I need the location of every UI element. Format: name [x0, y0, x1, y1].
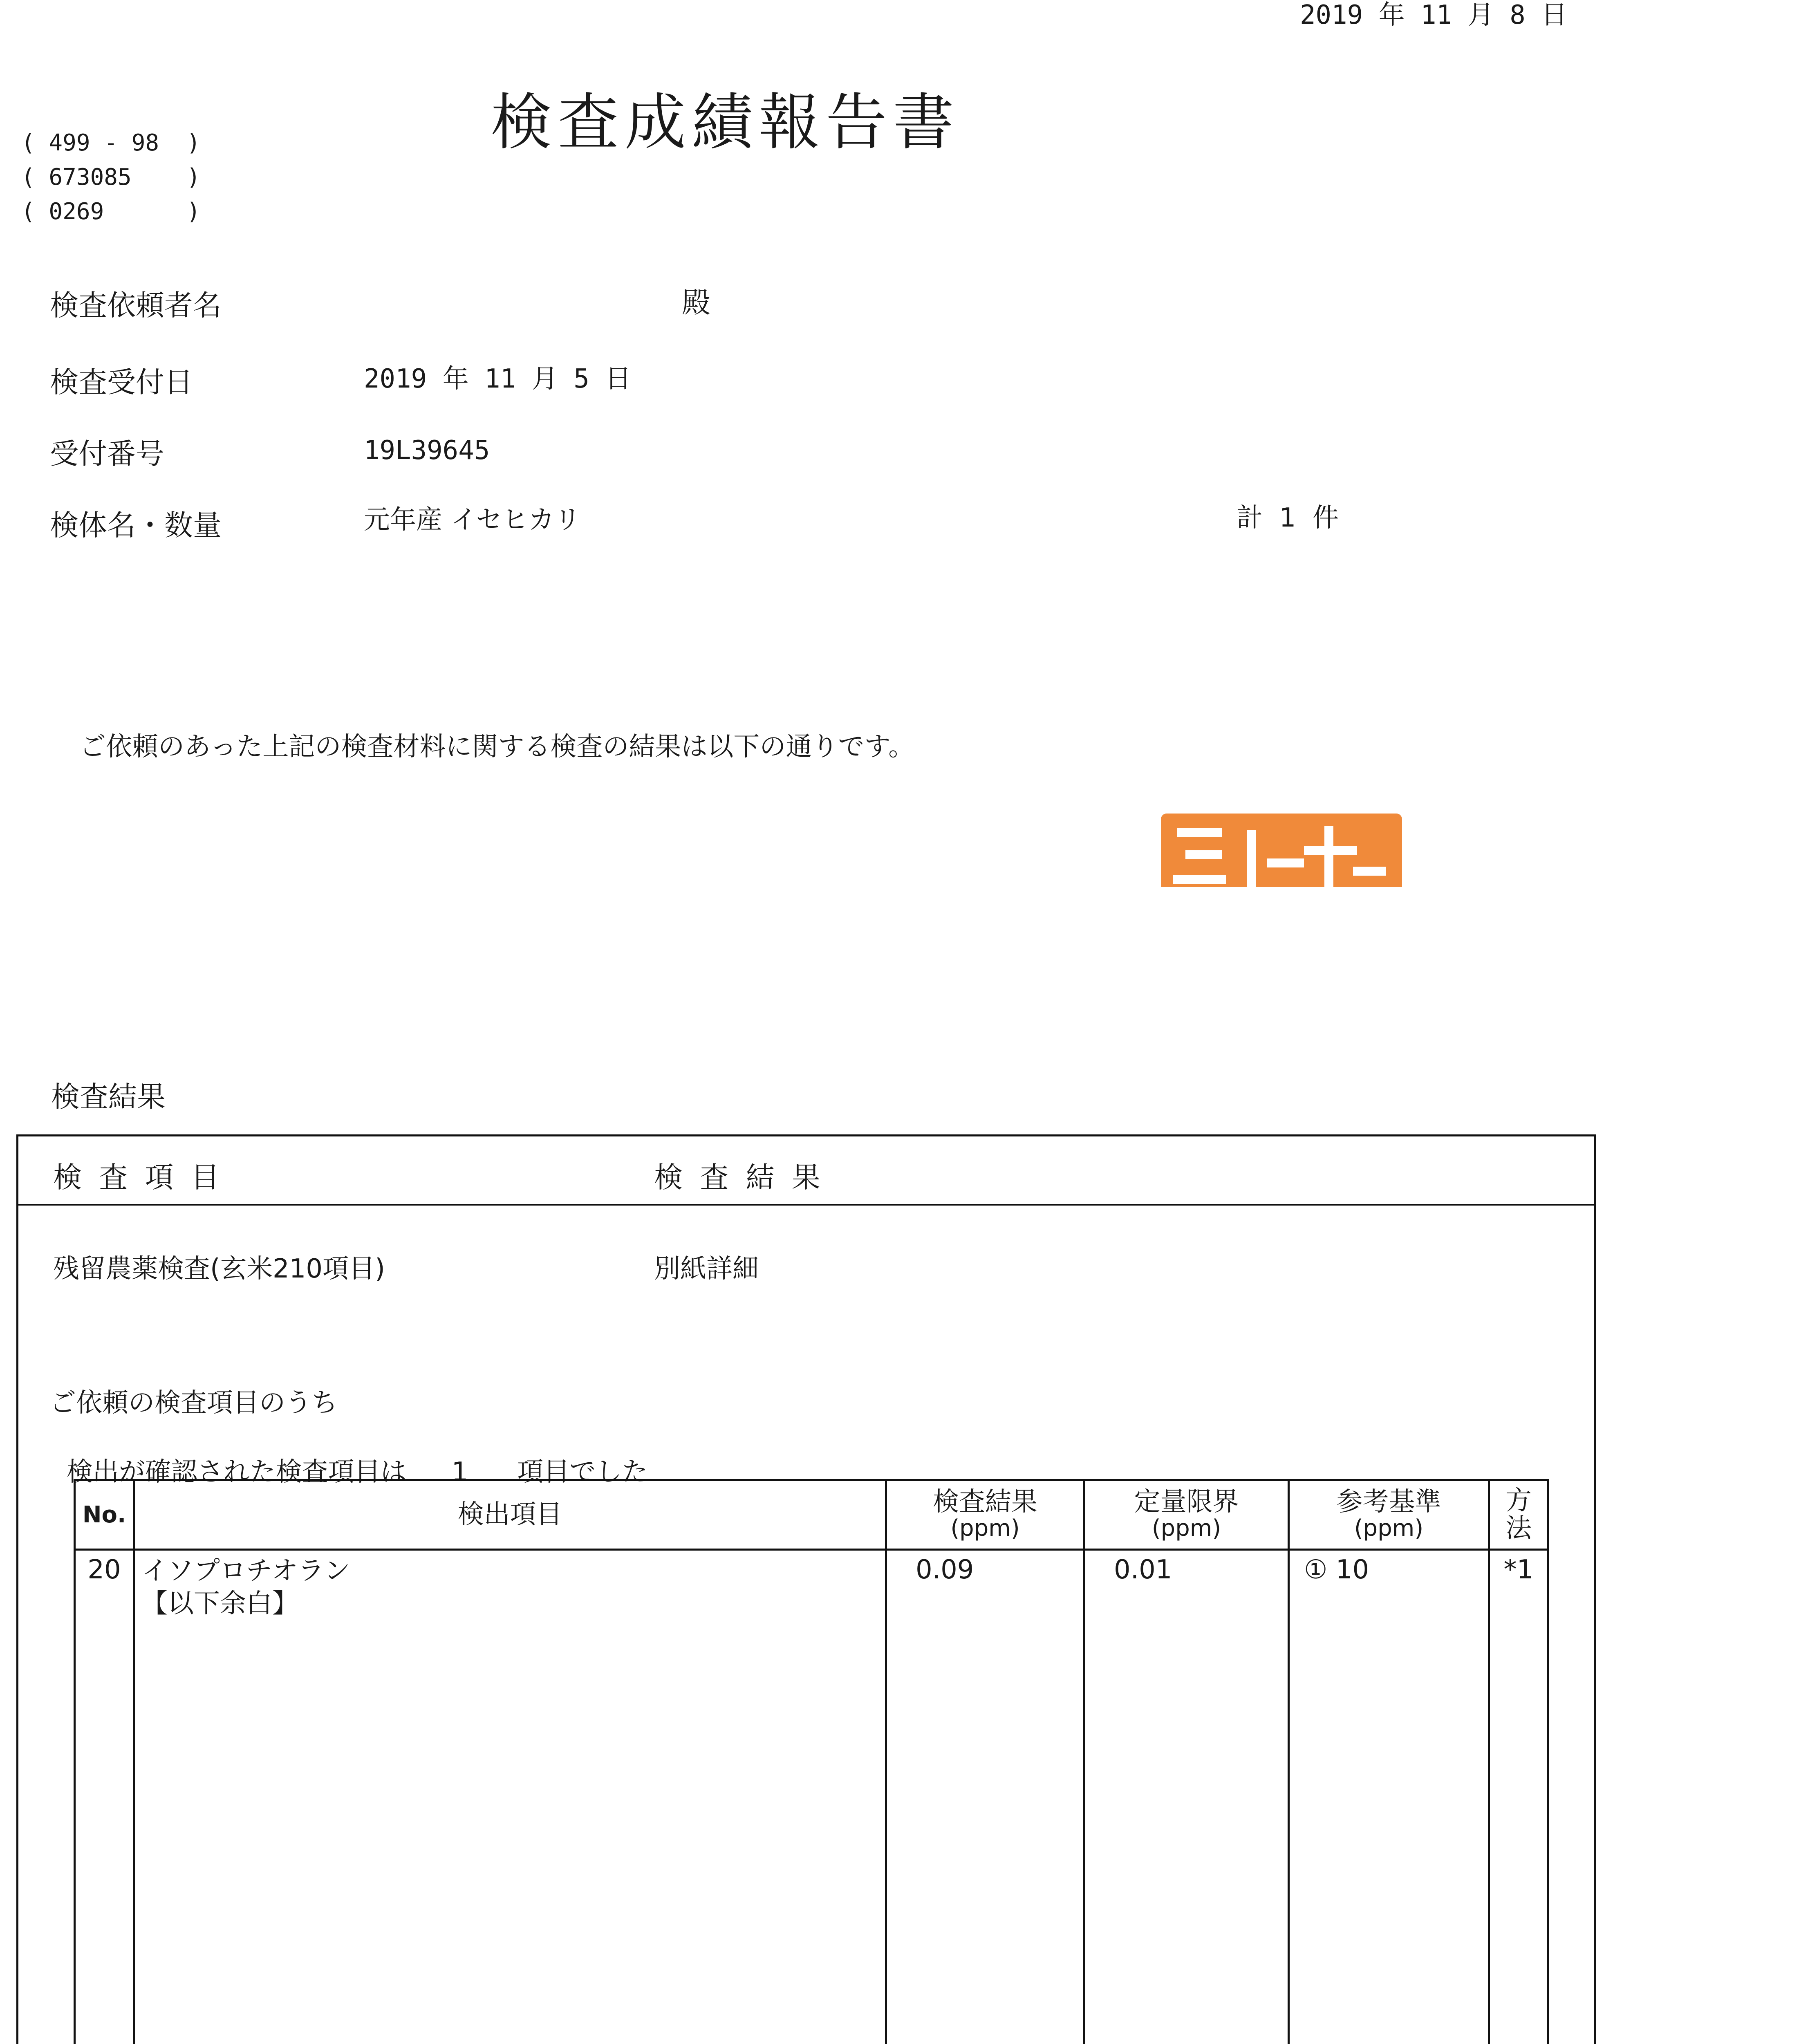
row-item — [134, 1550, 886, 2044]
sample-label: 検体名・数量 — [50, 509, 222, 542]
sample-value: 元年産 イセヒカリ — [364, 505, 581, 535]
issue-date: 2019 年 11 月 8 日 — [1300, 0, 1568, 30]
summary-line-2 — [50, 1433, 648, 1485]
table-row — [75, 1550, 1548, 2044]
results-heading: 検査結果 — [51, 1080, 166, 1114]
code-line: ( 673085 ) — [21, 164, 201, 191]
header-limit: 定量限界 (ppm) — [1084, 1480, 1289, 1550]
col-inspection-item: 検 査 項 目 — [53, 1161, 224, 1194]
inspection-item-result: 別紙詳細 — [654, 1254, 759, 1284]
client-suffix: 殿 — [682, 286, 710, 319]
document-title: 検査成績報告書 — [491, 87, 960, 158]
row-no: 20 — [75, 1550, 134, 2044]
col-inspection-result: 検 査 結 果 — [654, 1161, 824, 1194]
row-method: *1 — [1489, 1550, 1548, 2044]
sample-count: 計 1 件 — [1237, 503, 1339, 533]
detection-table — [74, 1479, 1549, 2044]
header-method: 方 法 — [1489, 1480, 1548, 1550]
summary-text-a: 検出が確認された検査項目は — [66, 1457, 407, 1487]
code-line: ( 499 - 98 ) — [21, 130, 201, 156]
header-standard: 参考基準 (ppm) — [1289, 1480, 1489, 1550]
summary-line-1: ご依頼の検査項目のうち — [50, 1388, 338, 1418]
row-standard: ① 10 — [1289, 1550, 1489, 2044]
table-header-row — [75, 1480, 1548, 1550]
header-result: 検査結果 (ppm) — [886, 1480, 1084, 1550]
summary-count: 1 — [451, 1457, 468, 1487]
client-name-redacted — [352, 282, 654, 323]
item-name: イソプロチオラン — [141, 1556, 350, 1586]
row-limit: 0.01 — [1084, 1550, 1289, 2044]
row-result: 0.09 — [886, 1550, 1084, 2044]
received-date-label: 検査受付日 — [50, 365, 193, 399]
intro-text: ご依頼のあった上記の検査材料に関する検査の結果は以下の通りです。 — [80, 732, 915, 762]
company-seal — [1161, 814, 1402, 895]
client-label: 検査依頼者名 — [50, 289, 222, 322]
header-detected-item: 検出項目 — [134, 1480, 886, 1550]
company-info-redacted — [903, 887, 1549, 1079]
blank-below-note: 【以下余白】 — [141, 1589, 298, 1619]
inspection-item-name: 残留農薬検査(玄米210項目) — [53, 1254, 385, 1284]
results-header-rule — [18, 1204, 1594, 1206]
code-line: ( 0269 ) — [21, 198, 201, 225]
received-date-value: 2019 年 11 月 5 日 — [364, 364, 632, 394]
receipt-number-value: 19L39645 — [364, 435, 490, 466]
summary-text-b: 項目でした — [517, 1457, 648, 1487]
header-no: No. — [75, 1480, 134, 1550]
receipt-number-label: 受付番号 — [50, 437, 164, 471]
